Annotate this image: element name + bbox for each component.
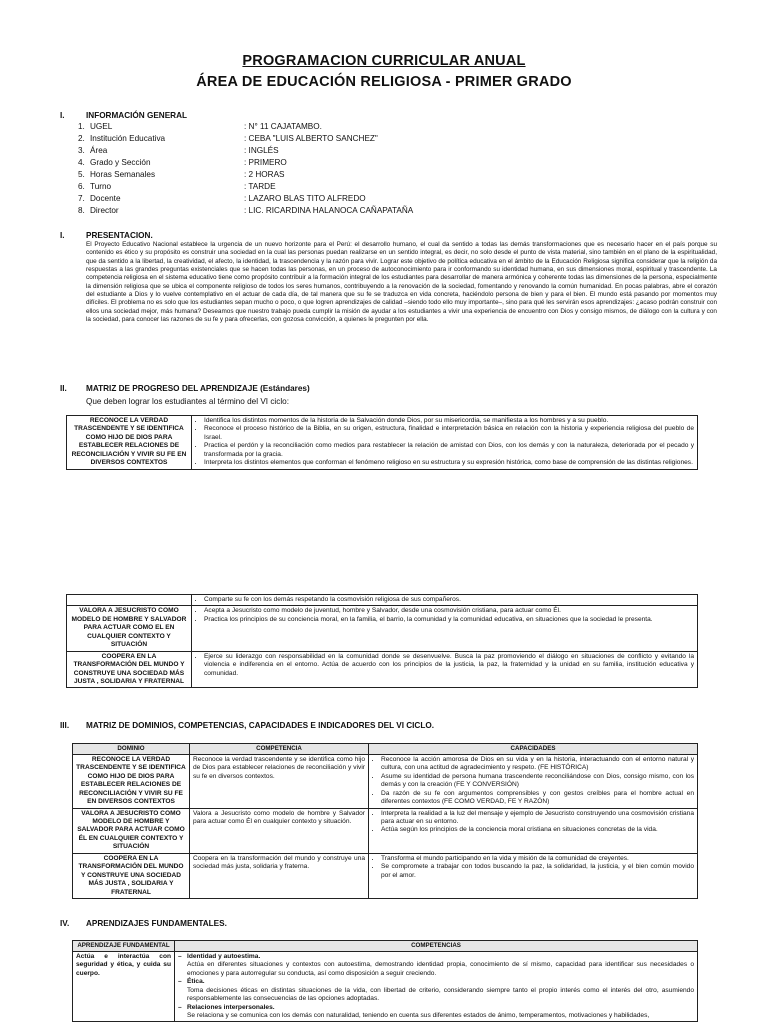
list-item: • Asume su identidad de persona humana trascendente reconciliándose con Dios, consigo mismo, con los demás y con la creación (FE Y CONVERSIÓN): [381, 773, 694, 790]
section-general-info-heading: [60, 111, 187, 122]
info-row: [78, 134, 678, 146]
list-item: • Practica los principios de su conciencia moral, en la familia, el barrio, la comunidad y la comunidad educativa, en situaciones que la sociedad le presenta.: [204, 616, 694, 624]
learning-cell: Actúa e interactúa con seguridad y ética, y cuida su cuerpo.: [73, 951, 175, 1022]
list-item: • Ejerce su liderazgo con responsabilidad en la comunidad donde se desenvuelve. Busca la paz promoviendo el diálogo en situaciones de conflicto y evitando la violencia e indiferencia en el entorno. Actúa de acuerdo con los principios de la justicia, la paz, la fraternidad y la unidad en su familia, institución educativa y comunidad.: [204, 653, 694, 678]
info-row: [78, 158, 678, 170]
section-number: IV.: [60, 919, 70, 928]
table-header-row: [73, 941, 698, 952]
column-header: COMPETENCIA: [190, 744, 369, 755]
table-row: [73, 808, 698, 853]
section-label: MATRIZ DE PROGRESO DEL APRENDIZAJE (Estándares): [86, 384, 310, 393]
table-header-row: [73, 744, 698, 755]
competence-cell: Reconoce la verdad trascendente y se identifica como hijo de Dios para establecer relaciones de reconciliación y vivir su fe en diversos contextos.: [190, 754, 369, 808]
domain-cell: COOPERA EN LA TRANSFORMACIÓN DEL MUNDO Y CONSTRUYE UNA SOCIEDAD MÁS JUSTA , SOLIDARIA Y FRATERNAL: [67, 651, 192, 688]
section-fundamental-heading: [60, 919, 227, 930]
progress-table-2: [66, 594, 698, 688]
table-row: [67, 606, 698, 651]
table-row: [73, 754, 698, 808]
page-title-line2: ÁREA DE EDUCACIÓN RELIGIOSA - PRIMER GRADO: [196, 74, 572, 90]
info-label: Grado y Sección: [90, 158, 151, 167]
standards-cell: [192, 606, 698, 651]
info-number: 4.: [78, 158, 85, 167]
info-label: Director: [90, 206, 119, 215]
section-number: II.: [60, 384, 67, 393]
domain-cell: [67, 595, 192, 606]
info-value: : TARDE: [244, 182, 276, 191]
capacities-cell: [369, 853, 698, 898]
info-label: Turno: [90, 182, 112, 191]
list-item: • Acepta a Jesucristo como modelo de juventud, hombre y Salvador, desde una cosmovisión cristiana, para actuar como Él.: [204, 607, 694, 615]
table-row: [67, 416, 698, 470]
competency-text: Se relaciona y se comunica con los demás con naturalidad, teniendo en cuenta sus diferentes estados de ánimo, temperamentos, motivaciones y habilidades,: [187, 1012, 650, 1019]
domain-cell: RECONOCE LA VERDAD TRASCENDENTE Y SE IDENTIFICA COMO HIJO DE DIOS PARA ESTABLECER RELACIONES DE RECONCILIACIÓN Y VIVIR SU FE EN DIVERSOS CONTEXTOS: [73, 754, 190, 808]
page-title-line1: PROGRAMACION CURRICULAR ANUAL: [242, 53, 526, 69]
info-value: : INGLÉS: [244, 146, 279, 155]
standards-cell: [192, 651, 698, 688]
list-item: • Da razón de su fe con argumentos comprensibles y con gestos creíbles para el hombre actual en diferentes contextos (FE COMO VERDAD, FE Y RAZÓN): [381, 790, 694, 807]
list-item: • Actúa según los principios de la conciencia moral cristiana en situaciones concretas de la vida.: [381, 826, 694, 834]
capacities-cell: [369, 754, 698, 808]
list-item: • Reconoce el proceso histórico de la Biblia, en su origen, estructura, finalidad e interpretación básica en relación con la historia y experiencia religiosa del pueblo de Israel.: [204, 425, 694, 442]
info-number: 3.: [78, 146, 85, 155]
section-label: INFORMACIÓN GENERAL: [86, 111, 187, 120]
info-value: : PRIMERO: [244, 158, 287, 167]
domain-cell: VALORA A JESUCRISTO COMO MODELO DE HOMBRE Y SALVADOR PARA ACTUAR COMO EL EN CUALQUIER CONTEXTO Y SITUACIÓN: [67, 606, 192, 651]
section-label: PRESENTACION.: [86, 231, 153, 240]
competencies-cell: [175, 951, 698, 1022]
table-row: [73, 951, 698, 1022]
section-number: I.: [60, 231, 65, 240]
info-label: Área: [90, 146, 108, 155]
info-row: [78, 146, 678, 158]
info-number: 2.: [78, 134, 85, 143]
info-value: : LAZARO BLAS TITO ALFREDO: [244, 194, 366, 203]
section-label: APRENDIZAJES FUNDAMENTALES.: [86, 919, 227, 928]
list-item: • Comparte su fe con los demás respetando la cosmovisión religiosa de sus compañeros.: [204, 596, 694, 604]
competency-title: – Ética.: [178, 978, 694, 986]
info-value: : CEBA "LUIS ALBERTO SANCHEZ": [244, 134, 378, 143]
info-number: 8.: [78, 206, 85, 215]
list-item: • Transforma el mundo participando en la vida y misión de la comunidad de creyentes.: [381, 855, 694, 863]
list-item: • Identifica los distintos momentos de la historia de la Salvación donde Dios, por su misericordia, se manifiesta a los hombres y a su pueblo.: [204, 417, 694, 425]
progress-table-1: [66, 415, 698, 470]
standards-cell: [192, 595, 698, 606]
column-header: CAPACIDADES: [369, 744, 698, 755]
info-number: 1.: [78, 122, 85, 131]
domain-cell: COOPERA EN LA TRANSFORMACIÓN DEL MUNDO Y CONSTRUYE UNA SOCIEDAD MÁS JUSTA , SOLIDARIA Y FRATERNAL: [73, 853, 190, 898]
presentation-text: El Proyecto Educativo Nacional establece la urgencia de un nuevo horizonte para el Perú: el desarrollo humano, el cual da sentido a todas las demás transformaciones que es necesario hacer en el país porque su contenido es ético y su propósito es construir una sociedad en la cual las personas puedan realizarse en un sentido integral, es decir, no solo desde el punto de vista material, sino también en el plano de la espiritualidad, que da sentido a la libertad, la creatividad, el afecto, la identidad, la trascendencia y la razón para vivir. Lograr este objetivo de política educativa en el ámbito de la Educación Religiosa significa considerar que la religión da respuestas a las grandes preguntas existenciales que se hacen todas las personas, en un proceso de autoconocimiento para ir conformando su identidad humana, en sus dimensiones moral, espiritual y trascendente. La competencia religiosa en el sistema educativo tiene como propósito contribuir a la formación integral de los estudiantes para desarrollar de manera armónica y coherente todas las dimensiones de la persona, especialmente la dimensión religiosa que se ubica el componente religioso de todos los seres humanos, contribuyendo a la renovación de la sociedad, fomentando y renovando la común humanidad. En pocas palabras, abre el corazón del estudiante a Dios y lo vuelve contemplativo en el actuar de cada día, de tal manera que su fe se traduzca en vida concreta, haciéndolo persona de bien y para el bien. El mundo está pasando por momentos muy difíciles. El problema no es solo que los estudiantes sepan mucho o poco, o que logren aprendizajes de calidad –siendo todo ello muy importante–, sino para qué les servirán esos aprendizajes: ¿acaso podrán construir con ellos una sociedad mejor, más humana? Deseamos que nuestro trabajo pueda cumplir la misión de ayudar a los estudiantes a vivir una experiencia de encuentro con Dios y consigo mismos, de diálogo con la cultura y con la sociedad, para conocer las razones de su fe y para ofrecerlas, con gozosa convicción, a quienes le pregunten por ella.: [86, 241, 717, 323]
info-value: : LIC. RICARDINA HALANOCA CAÑAPATAÑA: [244, 206, 414, 215]
section-progress-heading: [60, 384, 310, 395]
competence-cell: Valora a Jesucristo como modelo de hombre y Salvador para actuar como Él en cualquier contexto y situación.: [190, 808, 369, 853]
competency-title: – Identidad y autoestima.: [178, 953, 694, 961]
general-info-list: [78, 122, 678, 218]
column-header: APRENDIZAJE FUNDAMENTAL: [73, 941, 175, 952]
info-label: Institución Educativa: [90, 134, 166, 143]
list-item: • Interpreta los distintos elementos que conforman el fenómeno religioso en su estructura y su expresión histórica, como base de comprensión de las distintas religiones.: [204, 459, 694, 467]
table-row: [67, 595, 698, 606]
competency-text: Actúa en diferentes situaciones y contextos con autoestima, demostrando identidad propia, conocimiento de sí mismo, capacidad para identificar sus necesidades o emociones y para autorregular su conducta, así como disposición a seguir creciendo.: [187, 961, 694, 977]
standards-cell: [192, 416, 698, 470]
info-row: [78, 170, 678, 182]
section-label: MATRIZ DE DOMINIOS, COMPETENCIAS, CAPACIDADES E INDICADORES DEL VI CICLO.: [86, 721, 434, 730]
table-row: [67, 651, 698, 688]
fundamental-learning-table: [72, 940, 698, 1022]
info-number: 7.: [78, 194, 85, 203]
info-number: 6.: [78, 182, 85, 191]
capacities-cell: [369, 808, 698, 853]
competency-title: – Relaciones interpersonales.: [178, 1004, 694, 1012]
info-label: UGEL: [90, 122, 113, 131]
info-row: [78, 122, 678, 134]
list-item: • Se compromete a trabajar con todos buscando la paz, la solidaridad, la justicia, y el bien común movido por el amor.: [381, 863, 694, 880]
info-row: [78, 206, 678, 218]
info-row: [78, 182, 678, 194]
column-header: DOMINIO: [73, 744, 190, 755]
info-number: 5.: [78, 170, 85, 179]
section-matrix-heading: [60, 721, 434, 732]
competency-matrix-table: [72, 743, 698, 899]
domain-cell: RECONOCE LA VERDAD TRASCENDENTE Y SE IDENTIFICA COMO HIJO DE DIOS PARA ESTABLECER RELACIONES DE RECONCILIACIÓN Y VIVIR SU FE EN DIVERSOS CONTEXTOS: [67, 416, 192, 470]
progress-subtitle: Que deben lograr los estudiantes al término del VI ciclo:: [86, 397, 289, 406]
list-item: • Reconoce la acción amorosa de Dios en su vida y en la historia, interactuando con el entorno natural y cultura, con una actitud de agradecimiento y respeto. (FE HISTÓRICA): [381, 756, 694, 773]
section-number: I.: [60, 111, 65, 120]
list-item: • Interpreta la realidad a la luz del mensaje y ejemplo de Jesucristo construyendo una cosmovisión cristiana para actuar en su entorno.: [381, 810, 694, 827]
table-row: [73, 853, 698, 898]
list-item: • Practica el perdón y la reconciliación como medios para restablecer la relación de amistad con Dios, con los demás y con la naturaleza, deteriorada por el pecado y transformada por la gracia.: [204, 442, 694, 459]
info-value: : N° 11 CAJATAMBO.: [244, 122, 322, 131]
domain-cell: VALORA A JESUCRISTO COMO MODELO DE HOMBRE Y SALVADOR PARA ACTUAR COMO ÉL EN CUALQUIER CONTEXTO Y SITUACIÓN: [73, 808, 190, 853]
info-label: Horas Semanales: [90, 170, 156, 179]
competency-text: Toma decisiones éticas en distintas situaciones de la vida, con libertad de criterio, considerando siempre tanto el propio interés como el interés del otro, asumiendo responsablemente las consecuencias de las opciones adoptadas.: [187, 986, 694, 1003]
section-presentation-heading: [60, 231, 153, 242]
section-number: III.: [60, 721, 70, 730]
info-label: Docente: [90, 194, 121, 203]
column-header: COMPETENCIAS: [175, 941, 698, 952]
competence-cell: Coopera en la transformación del mundo y construye una sociedad más justa, solidaria y fraterna.: [190, 853, 369, 898]
info-row: [78, 194, 678, 206]
info-value: : 2 HORAS: [244, 170, 285, 179]
